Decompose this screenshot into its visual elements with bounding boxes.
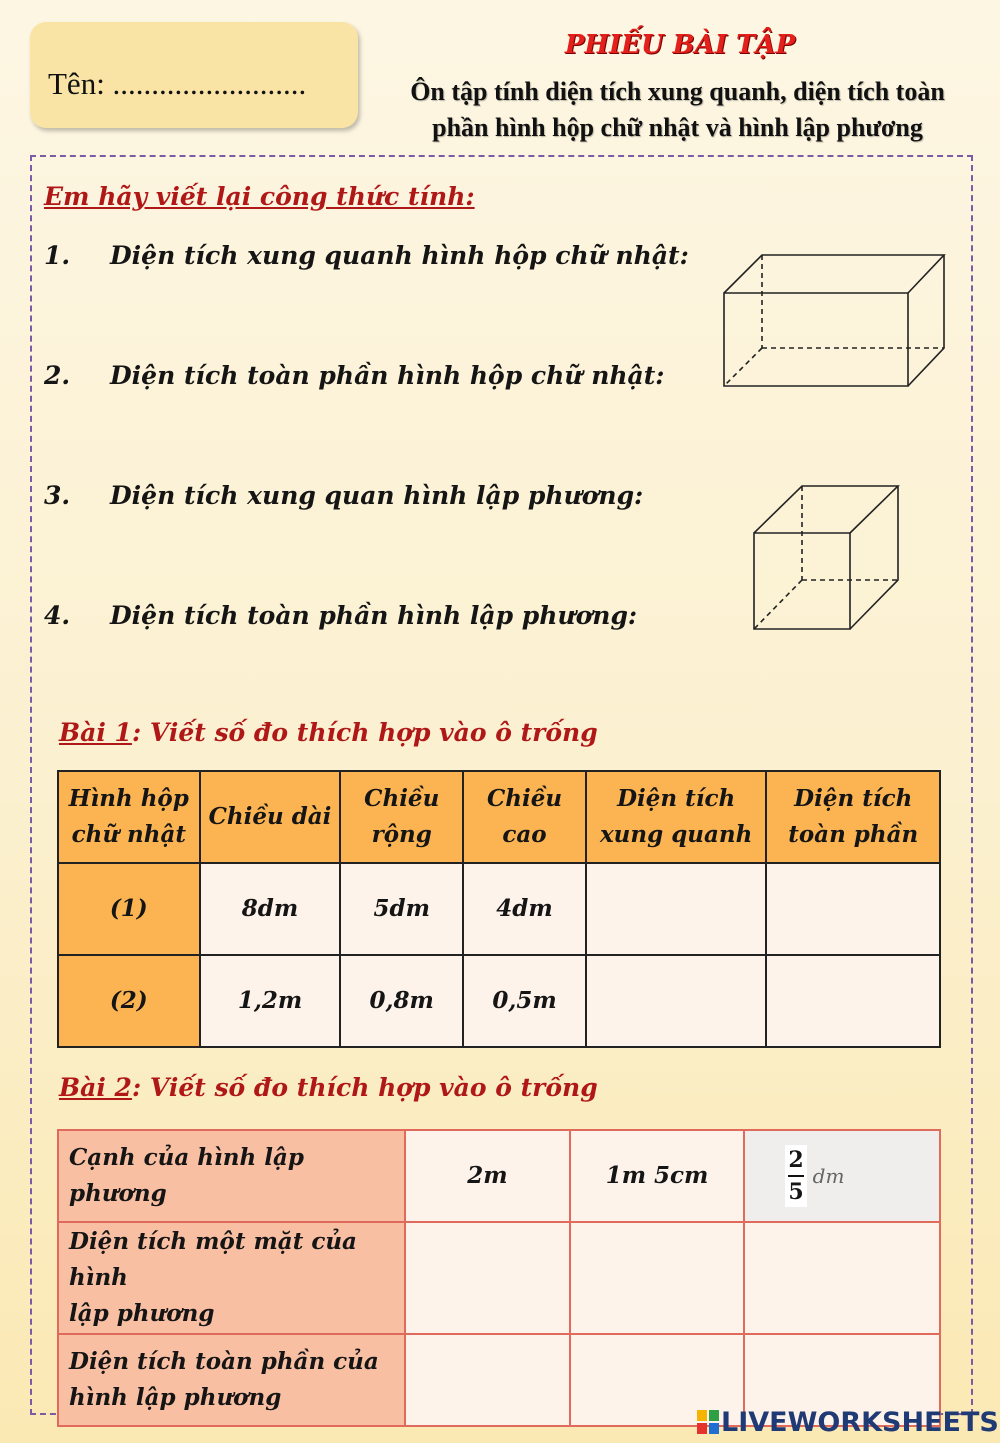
bai2-table xyxy=(57,1129,941,1427)
name-box xyxy=(30,22,358,128)
subtitle-line-2: phần hình hộp chữ nhật và hình lập phương xyxy=(432,113,923,142)
table-row xyxy=(58,955,940,1047)
formula-item-3 xyxy=(44,481,643,510)
answer-input-lateral-area[interactable] xyxy=(586,955,767,1047)
answer-input-face-area[interactable] xyxy=(405,1222,570,1334)
liveworksheets-logo[interactable] xyxy=(697,1407,999,1438)
formula-number: 4. xyxy=(44,601,71,630)
fraction-unit: dm xyxy=(812,1164,845,1188)
bai1-instruction: : Viết số đo thích hợp vào ô trống xyxy=(131,718,598,747)
row-label: (1) xyxy=(58,863,200,955)
name-label: Tên: ......................... xyxy=(48,66,307,101)
formula-item-1 xyxy=(44,241,689,270)
answer-input-total-area[interactable] xyxy=(766,863,940,955)
row-label-edge: Cạnh của hình lập phương xyxy=(58,1130,405,1222)
row-label: (2) xyxy=(58,955,200,1047)
liveworksheets-icon xyxy=(697,1410,719,1434)
cell-height: 0,5m xyxy=(463,955,586,1047)
cell-length: 8dm xyxy=(200,863,341,955)
bai2-instruction: : Viết số đo thích hợp vào ô trống xyxy=(131,1073,598,1102)
table-header-row xyxy=(58,771,940,863)
header-cell-height: Chiều cao xyxy=(463,771,586,863)
header-cell-width: Chiều rộng xyxy=(340,771,463,863)
fraction xyxy=(785,1145,806,1207)
formula-number: 1. xyxy=(44,241,71,270)
fraction-numerator: 2 xyxy=(788,1145,803,1177)
answer-input-face-area[interactable] xyxy=(570,1222,745,1334)
bai2-label: Bài 2 xyxy=(59,1073,132,1102)
cell-width: 5dm xyxy=(340,863,463,955)
formula-number: 2. xyxy=(44,361,71,390)
formula-text: Diện tích toàn phần hình hộp chữ nhật: xyxy=(110,361,665,390)
row-label-face-area: Diện tích một mặt của hình lập phương xyxy=(58,1222,405,1334)
answer-input-face-area[interactable] xyxy=(744,1222,940,1334)
formula-number: 3. xyxy=(44,481,71,510)
cell-length: 1,2m xyxy=(200,955,341,1047)
rectangular-box-figure xyxy=(716,248,952,394)
cell-edge-fraction xyxy=(744,1130,940,1222)
header-cell-total-area: Diện tích toàn phần xyxy=(766,771,940,863)
answer-input-total-area[interactable] xyxy=(766,955,940,1047)
bai1-label: Bài 1 xyxy=(59,718,132,747)
header-cell-lateral-area: Diện tích xung quanh xyxy=(586,771,767,863)
table-row xyxy=(58,1130,940,1222)
answer-input-lateral-area[interactable] xyxy=(586,863,767,955)
header-cell-length: Chiều dài xyxy=(200,771,341,863)
bai1-table xyxy=(57,770,941,1048)
cell-edge: 2m xyxy=(405,1130,570,1222)
table-row xyxy=(58,863,940,955)
page-title: PHIẾU BÀI TẬP xyxy=(564,30,796,60)
row-label-total-area: Diện tích toàn phần của hình lập phương xyxy=(58,1334,405,1426)
formula-item-2 xyxy=(44,361,665,390)
header-cell-box: Hình hộp chữ nhật xyxy=(58,771,200,863)
bai2-heading xyxy=(59,1073,598,1102)
fraction-denominator: 5 xyxy=(788,1179,804,1205)
answer-input-total-area[interactable] xyxy=(405,1334,570,1426)
formula-text: Diện tích toàn phần hình lập phương: xyxy=(110,601,638,630)
formula-item-4 xyxy=(44,601,637,630)
formula-text: Diện tích xung quan hình lập phương: xyxy=(110,481,644,510)
formula-text: Diện tích xung quanh hình hộp chữ nhật: xyxy=(110,241,689,270)
bai1-heading xyxy=(59,718,598,747)
table-row xyxy=(58,1222,940,1334)
cell-height: 4dm xyxy=(463,863,586,955)
cell-edge: 1m 5cm xyxy=(570,1130,745,1222)
cell-width: 0,8m xyxy=(340,955,463,1047)
cube-figure xyxy=(748,480,906,636)
formulas-heading: Em hãy viết lại công thức tính: xyxy=(44,182,475,211)
page-subtitle xyxy=(370,74,985,146)
logo-text: LIVEWORKSHEETS xyxy=(721,1407,999,1438)
subtitle-line-1: Ôn tập tính diện tích xung quanh, diện tích toàn xyxy=(410,77,945,106)
